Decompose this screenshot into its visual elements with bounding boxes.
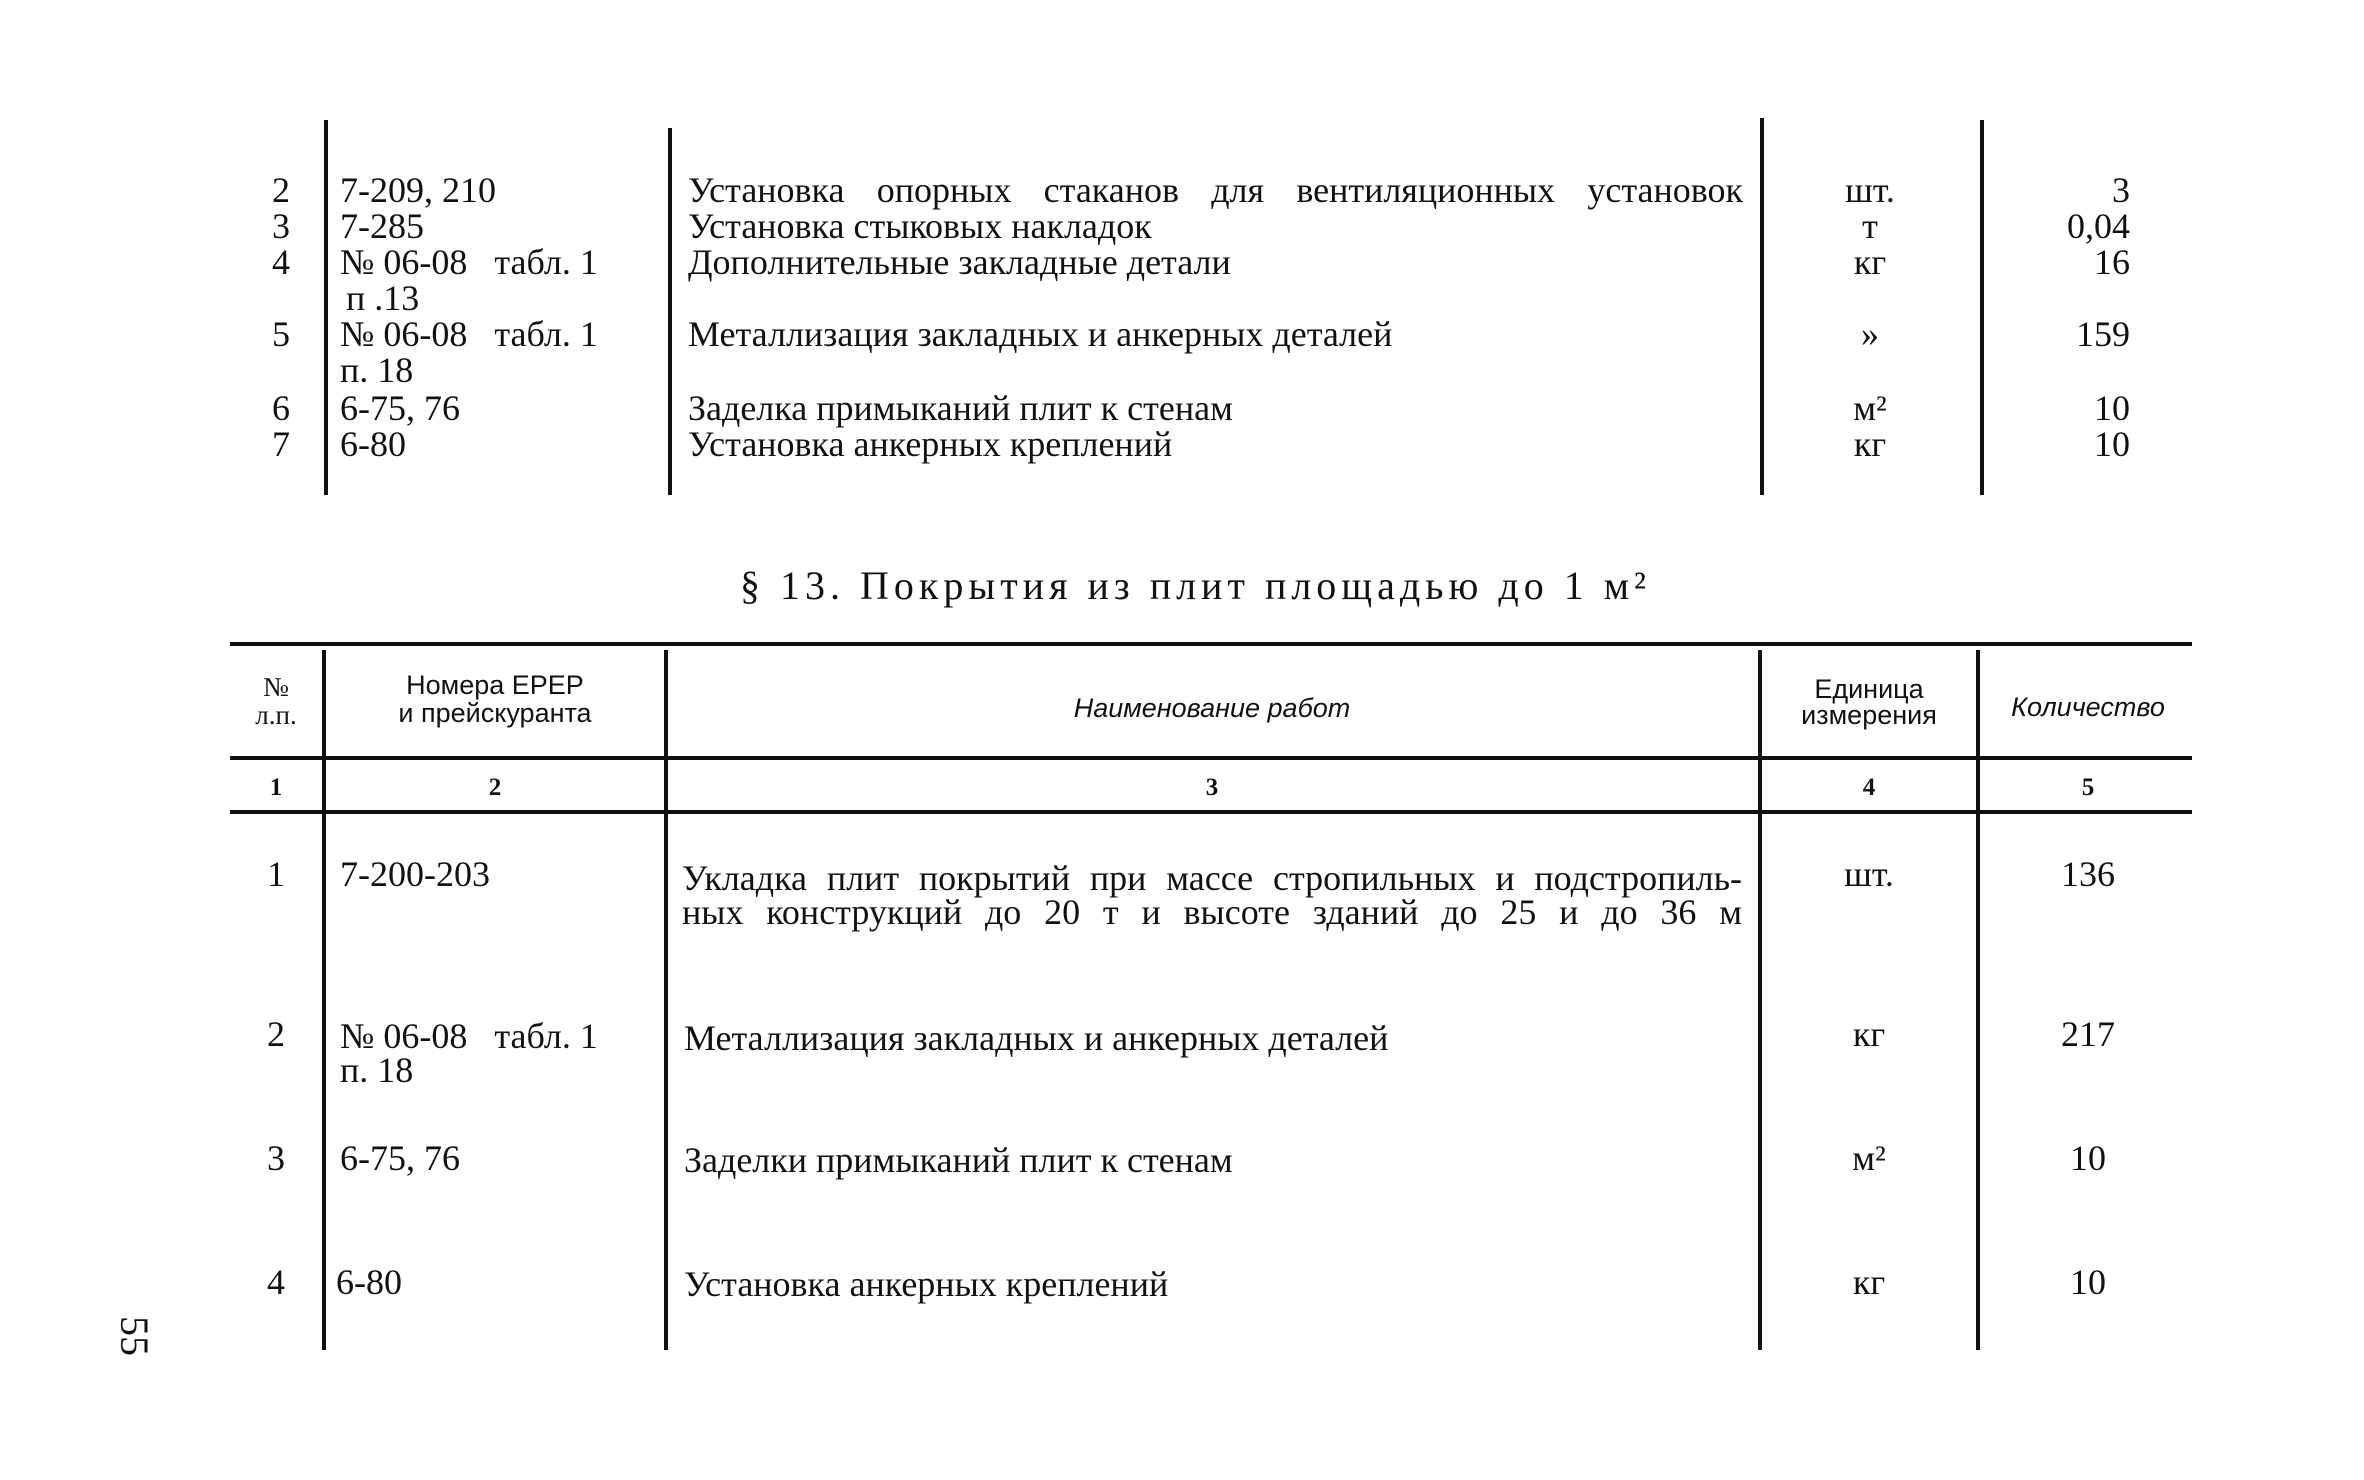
column-number: 2 <box>488 774 502 801</box>
row-unit: шт. <box>1845 170 1895 210</box>
section-title: § 13. Покрытия из плит площадью до 1 м² <box>740 563 1651 608</box>
header-ref-line1: Номера ЕРЕР <box>406 670 584 700</box>
page-number: 55 <box>112 1316 157 1356</box>
table-top-rule <box>230 642 2192 646</box>
row-reference: 6-75, 76 <box>340 1138 460 1178</box>
row-quantity: 10 <box>2070 1138 2106 1178</box>
column-number: 1 <box>269 774 283 801</box>
row-unit: кг <box>1853 424 1887 464</box>
row-reference: 7-209, 210 <box>340 170 496 210</box>
row-quantity: 10 <box>2094 424 2130 464</box>
row-number: 2 <box>267 1014 285 1054</box>
upper-divider-4 <box>1980 120 1984 495</box>
row-quantity: 10 <box>2070 1262 2106 1302</box>
upper-divider-3 <box>1760 118 1764 495</box>
header-bottom-rule <box>230 756 2192 760</box>
row-reference: № 06-08 табл. 1 <box>340 242 598 282</box>
column-numbers-rule <box>230 810 2192 814</box>
row-number: 6 <box>272 388 290 428</box>
lower-divider-4 <box>1976 650 1980 1350</box>
row-reference-line2: п. 18 <box>340 1050 414 1090</box>
column-number: 4 <box>1862 774 1876 801</box>
row-number: 5 <box>272 314 290 354</box>
row-unit: м² <box>1852 1138 1886 1178</box>
lower-divider-2 <box>664 650 668 1350</box>
row-reference: 7-285 <box>340 206 424 246</box>
row-work-name: Укладка плит покрытий при массе стропильных и подстропиль- <box>682 858 1742 898</box>
lower-divider-3 <box>1758 650 1762 1350</box>
row-number: 7 <box>272 424 290 464</box>
row-number: 4 <box>272 242 290 282</box>
row-quantity: 3 <box>2112 170 2130 210</box>
row-reference: 6-75, 76 <box>340 388 460 428</box>
row-number: 1 <box>267 854 285 894</box>
header-ref-line2: и прейскуранта <box>398 698 592 728</box>
header-qty: Количество <box>2011 692 2165 722</box>
row-quantity: 0,04 <box>2067 206 2130 246</box>
header-unit-line1: Единица <box>1814 674 1924 704</box>
header-unit-line2: измерения <box>1801 700 1937 730</box>
column-number: 5 <box>2081 774 2095 801</box>
row-work-name: Дополнительные закладные детали <box>688 242 1231 282</box>
row-unit: кг <box>1853 242 1887 282</box>
row-unit: кг <box>1852 1262 1886 1302</box>
row-work-name: Установка опорных стаканов для вентиляционных установок <box>688 170 1743 210</box>
upper-divider-2 <box>668 128 672 495</box>
row-unit: м² <box>1853 388 1887 428</box>
row-reference: № 06-08 табл. 1 <box>340 1016 598 1056</box>
row-work-name: Установка анкерных креплений <box>688 424 1173 464</box>
row-quantity: 16 <box>2094 242 2130 282</box>
row-reference: 7-200-203 <box>340 854 490 894</box>
header-num-line2: л.п. <box>255 700 297 730</box>
row-number: 3 <box>272 206 290 246</box>
row-unit: » <box>1861 314 1879 354</box>
row-quantity: 217 <box>2061 1014 2115 1054</box>
row-work-name: Заделки примыканий плит к стенам <box>684 1140 1233 1180</box>
row-reference-line2: п. 18 <box>340 350 414 390</box>
row-number: 4 <box>267 1262 285 1302</box>
header-num-line1: № <box>263 672 289 702</box>
row-unit: т <box>1862 206 1878 246</box>
row-reference: 6-80 <box>336 1262 402 1302</box>
row-reference: 6-80 <box>340 424 406 464</box>
header-work: Наименование работ <box>1073 693 1351 723</box>
row-work-name: Установка стыковых накладок <box>688 206 1152 246</box>
row-work-name-line2: ных конструкций до 20 т и высоте зданий до 25 и до 36 м <box>682 892 1742 932</box>
row-unit: шт. <box>1844 854 1894 894</box>
row-quantity: 136 <box>2061 854 2115 894</box>
row-number: 3 <box>267 1138 285 1178</box>
row-work-name: Металлизация закладных и анкерных деталей <box>688 314 1393 354</box>
row-work-name: Металлизация закладных и анкерных деталей <box>684 1018 1389 1058</box>
row-reference: № 06-08 табл. 1 <box>340 314 598 354</box>
lower-divider-1 <box>322 650 326 1350</box>
column-number: 3 <box>1205 774 1219 801</box>
row-work-name: Установка анкерных креплений <box>684 1264 1169 1304</box>
row-work-name: Заделка примыканий плит к стенам <box>688 388 1233 428</box>
row-quantity: 159 <box>2076 314 2130 354</box>
row-unit: кг <box>1852 1014 1886 1054</box>
upper-divider-1 <box>324 120 328 495</box>
row-reference-line2: п .13 <box>346 278 420 318</box>
row-quantity: 10 <box>2094 388 2130 428</box>
row-number: 2 <box>272 170 290 210</box>
